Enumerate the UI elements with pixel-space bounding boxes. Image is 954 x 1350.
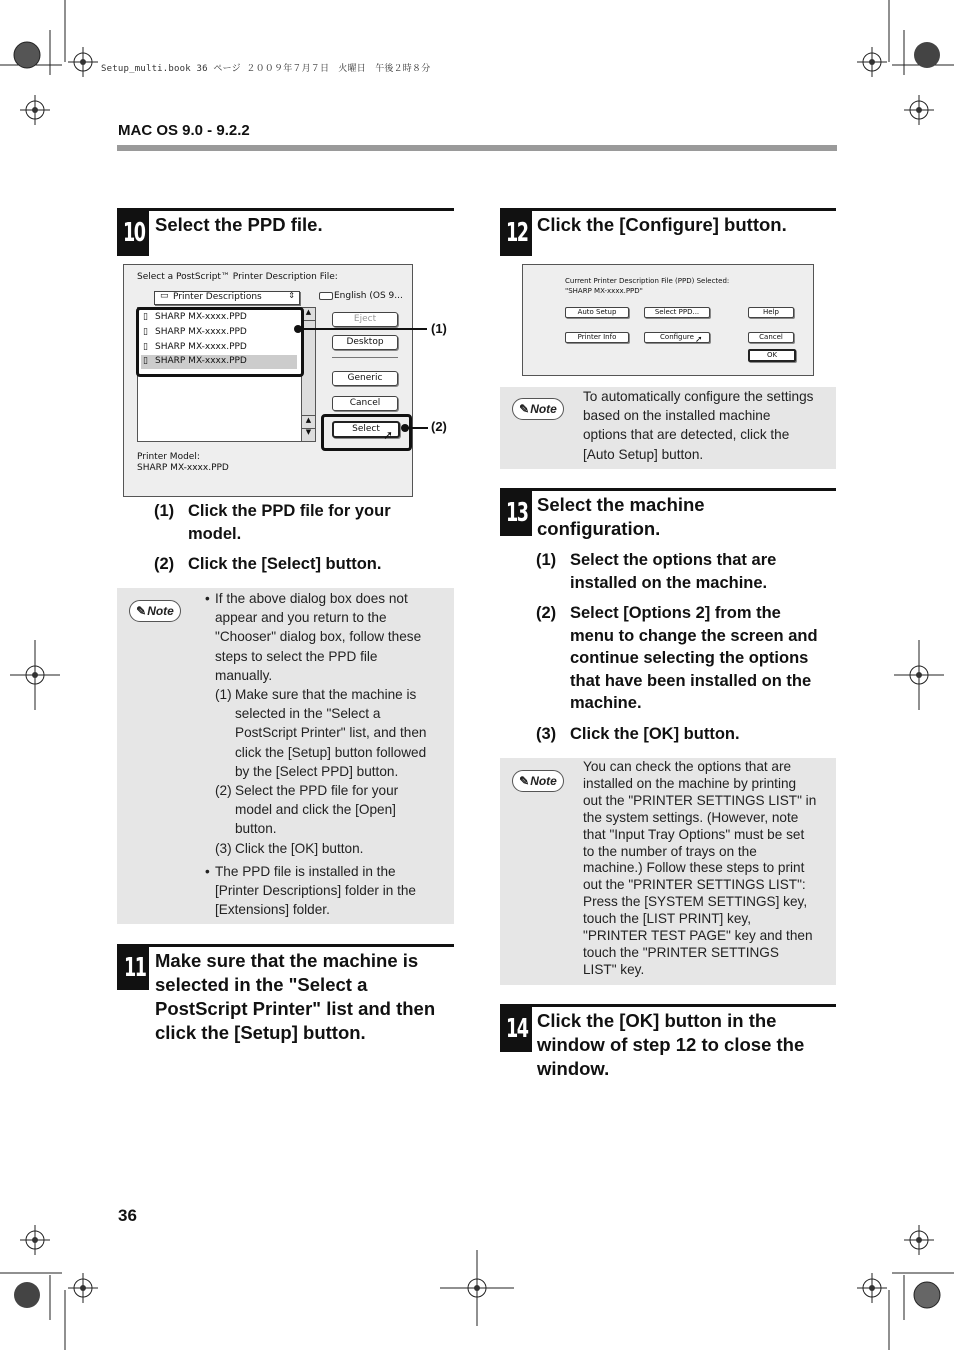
pencil-icon: ✎ bbox=[519, 774, 530, 788]
help-button[interactable]: Help bbox=[748, 307, 794, 318]
note-icon: ✎ Note bbox=[512, 770, 564, 792]
cancel-button[interactable]: Cancel bbox=[332, 396, 398, 411]
ok-button[interactable]: OK bbox=[748, 349, 796, 362]
configure-dialog bbox=[522, 264, 814, 376]
scroll-up-icon[interactable]: ▲ bbox=[302, 415, 315, 429]
step10-rule bbox=[117, 208, 454, 211]
step14-number: 14 bbox=[506, 1014, 528, 1044]
dialog-heading: Select a PostScript™ Printer Description File: bbox=[137, 272, 338, 282]
step10-substep-1: (1) Click the PPD file for your model. bbox=[154, 502, 391, 543]
step10-number: 10 bbox=[123, 218, 145, 248]
list-item[interactable]: ▯ SHARP MX-xxxx.PPD bbox=[143, 342, 247, 352]
printer-model-value: SHARP MX-xxxx.PPD bbox=[137, 463, 229, 473]
document-icon: ▯ bbox=[143, 327, 148, 337]
scroll-up-icon[interactable]: ▲ bbox=[302, 308, 315, 321]
step13-note bbox=[500, 758, 836, 985]
eject-button[interactable]: Eject bbox=[332, 312, 398, 327]
desktop-button[interactable]: Desktop bbox=[332, 335, 398, 350]
document-icon: ▯ bbox=[143, 312, 148, 322]
callout2-label: (2) bbox=[431, 419, 447, 434]
step13-title: Select the machine configuration. bbox=[537, 494, 705, 539]
ppd-select-dialog bbox=[123, 264, 413, 497]
button-divider bbox=[332, 357, 398, 358]
list-item-selected[interactable]: ▯ SHARP MX-xxxx.PPD bbox=[141, 355, 297, 369]
step12-number: 12 bbox=[506, 218, 528, 248]
printer-model-label: Printer Model: bbox=[137, 452, 200, 462]
step13-substep-1: (1) Select the options that are installed on the machine. bbox=[536, 551, 777, 592]
step11-title: Make sure that the machine is selected in the "Select a PostScript Printer" list and then click the [Setup] button. bbox=[155, 950, 436, 1043]
step14-rule bbox=[500, 1004, 836, 1007]
disk-icon bbox=[319, 292, 333, 300]
auto-setup-button[interactable]: Auto Setup bbox=[565, 307, 629, 318]
step12-title: Click the [Configure] button. bbox=[537, 214, 787, 235]
printer-info-button[interactable]: Printer Info bbox=[565, 332, 629, 343]
step13-substep-3: (3) Click the [OK] button. bbox=[536, 725, 740, 743]
section-title: MAC OS 9.0 - 9.2.2 bbox=[118, 122, 250, 139]
step12-note bbox=[500, 387, 836, 469]
callout2-dot bbox=[401, 424, 409, 432]
dialog-line2: "SHARP MX-xxxx.PPD" bbox=[565, 287, 643, 295]
document-icon: ▯ bbox=[143, 342, 148, 352]
step11-number: 11 bbox=[124, 953, 146, 983]
list-item[interactable]: ▯ SHARP MX-xxxx.PPD bbox=[143, 312, 247, 322]
print-header: Setup_multi.book 36 ページ ２００９年７月７日 火曜日 午後２時８分 bbox=[101, 64, 431, 74]
pencil-icon: ✎ bbox=[136, 604, 147, 618]
note-body: You can check the options that are installed on the machine by printing out the "PRINTER SETTINGS LIST" in the system settings. (However, note that "Input Tray Options" must be set to the number of trays on the machine.) Follow these steps to print out the "PRINTER SETTINGS LIST": Press the [SYSTEM SETTINGS] key, touch the [LIST PRINT] key, "PRINTER TEST PAGE" key and then touch the "PRINTER SETTINGS LIST" key. bbox=[583, 759, 817, 977]
generic-button[interactable]: Generic bbox=[332, 371, 398, 386]
scroll-down-icon[interactable]: ▼ bbox=[305, 428, 312, 436]
popup-arrows-icon: ⇕ bbox=[288, 291, 295, 300]
callout1-line bbox=[297, 328, 427, 330]
dialog-line1: Current Printer Description File (PPD) Selected: bbox=[565, 277, 730, 285]
cursor-arrow-icon: ➚ bbox=[695, 335, 703, 345]
cursor-arrow-icon: ➚ bbox=[383, 428, 394, 442]
callout1-dot bbox=[294, 325, 302, 333]
step10-substep-2: (2) Click the [Select] button. bbox=[154, 555, 382, 573]
step12-rule bbox=[500, 208, 836, 211]
list-item[interactable]: ▯ SHARP MX-xxxx.PPD bbox=[143, 327, 247, 337]
step11-rule bbox=[117, 944, 454, 947]
page-number: 36 bbox=[118, 1206, 137, 1225]
step10-title: Select the PPD file. bbox=[155, 214, 323, 235]
section-rule bbox=[117, 145, 837, 151]
note-body: To automatically configure the settings based on the installed machine options that are detected, click the [Auto Setup] button. bbox=[583, 389, 814, 462]
folder-icon: ▭ bbox=[160, 291, 169, 301]
configure-button[interactable]: Configure bbox=[644, 332, 710, 343]
folder-popup[interactable] bbox=[154, 291, 300, 305]
pencil-icon: ✎ bbox=[519, 402, 530, 416]
step13-number: 13 bbox=[506, 498, 528, 528]
folder-popup-label: Printer Descriptions bbox=[173, 292, 262, 302]
note-icon: ✎ Note bbox=[129, 600, 181, 622]
step14-title: Click the [OK] button in the window of step 12 to close the window. bbox=[537, 1010, 805, 1079]
step10-note: ✎ Note • If the above dialog box does not appear and you return to the "Chooser" dialog box, follow these steps to select the PPD file manually. (1) Make sure that the machine is selected in the "Select a PostScript Printer" list, and then click the [Setup] button followed by the [Select PPD] button. (2) Select the PPD file for your model and click the [Open] button. (3) Click the [OK] button. • The PPD file is installed in the [Printer Descriptions] folder in the [Extensions] folder. bbox=[117, 588, 454, 924]
step13-substep-2: (2) Select [Options 2] from the menu to change the screen and continue selecting the options that have been installed on the machine. bbox=[536, 604, 818, 712]
select-button[interactable]: Select bbox=[332, 421, 400, 438]
select-ppd-button[interactable]: Select PPD... bbox=[644, 307, 710, 318]
disk-label: English (OS 9... bbox=[334, 291, 403, 301]
cancel-button[interactable]: Cancel bbox=[748, 332, 794, 343]
step13-rule bbox=[500, 488, 836, 491]
document-icon: ▯ bbox=[143, 356, 148, 366]
note-icon: ✎ Note bbox=[512, 398, 564, 420]
callout1-label: (1) bbox=[431, 321, 447, 336]
